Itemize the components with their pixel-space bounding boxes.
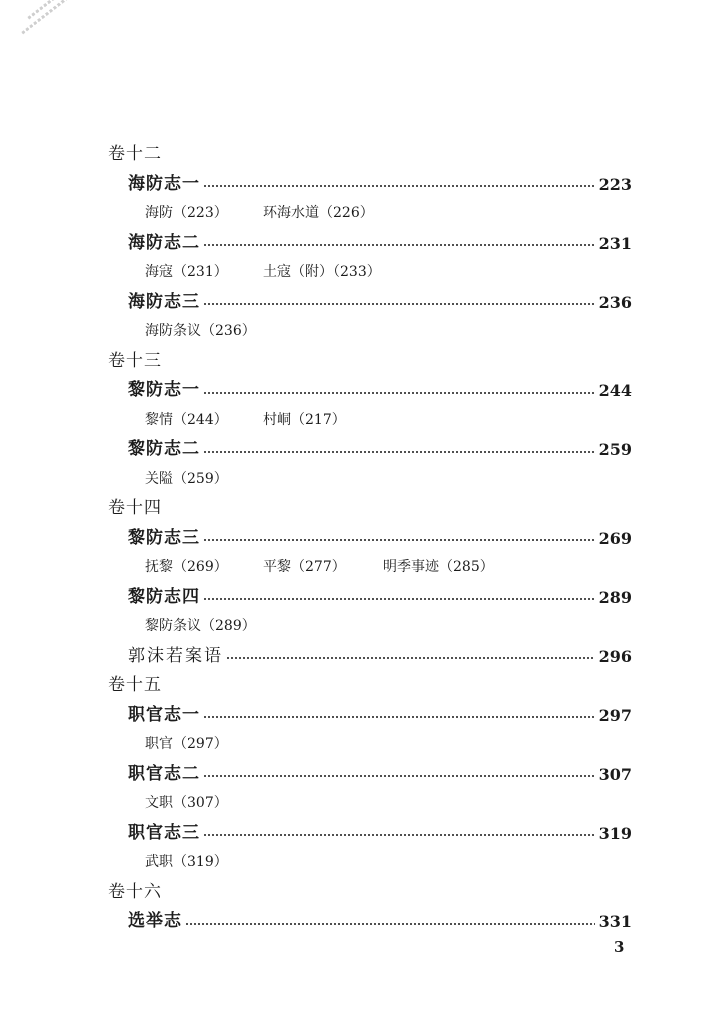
toc-entry <box>128 760 632 790</box>
subsection-item: 海寇（231） <box>145 264 228 280</box>
subsection-item: 平黎（277） <box>263 559 346 575</box>
toc-entry <box>128 376 632 406</box>
leader-dots <box>203 376 595 406</box>
leader-dots <box>185 907 595 937</box>
leader-dots <box>203 288 595 318</box>
subsection-list <box>0 258 724 288</box>
subsection-item: 海防（223） <box>145 205 228 221</box>
subsection-item: 抚黎（269） <box>145 559 228 575</box>
subsection-list <box>0 612 724 642</box>
entry-title: 黎防志一 <box>128 380 200 400</box>
toc-entry <box>128 907 632 937</box>
entry-title: 郭沫若案语 <box>128 645 223 666</box>
toc-entry <box>128 524 632 554</box>
toc-entry <box>128 229 632 259</box>
subsection-list <box>0 406 724 436</box>
entry-title: 职官志一 <box>128 704 200 725</box>
toc-entry <box>128 819 632 849</box>
subsection-item: 环海水道（226） <box>263 205 374 221</box>
volume-heading: 卷十三 <box>108 350 162 371</box>
toc-entry <box>128 288 632 318</box>
leader-dots <box>203 819 595 849</box>
subsection-list <box>0 553 724 583</box>
entry-title: 选举志 <box>128 911 182 931</box>
entry-page-number: 231 <box>598 233 632 253</box>
entry-title: 海防志二 <box>128 232 200 253</box>
leader-dots <box>203 435 595 465</box>
subsection-item: 职官（297） <box>145 736 228 752</box>
entry-page-number: 244 <box>598 381 632 400</box>
toc-entry <box>128 170 632 200</box>
entry-title: 黎防志三 <box>128 527 200 548</box>
leader-dots <box>203 170 595 200</box>
entry-page-number: 297 <box>598 705 632 725</box>
subsection-list <box>0 848 724 878</box>
toc-entry <box>128 583 632 613</box>
subsection-item: 村峒（217） <box>263 411 346 428</box>
table-of-contents <box>0 140 724 937</box>
toc-entry <box>128 435 632 465</box>
subsection-list <box>0 465 724 495</box>
toc-note-entry <box>128 642 632 672</box>
subsection-list <box>0 199 724 229</box>
entry-title: 黎防志二 <box>128 439 200 459</box>
subsection-item: 黎防条议（289） <box>145 618 256 634</box>
entry-page-number: 331 <box>598 912 632 931</box>
subsection-list <box>0 317 724 347</box>
volume-heading: 卷十六 <box>108 881 162 902</box>
entry-page-number: 289 <box>598 587 632 607</box>
entry-title: 海防志三 <box>128 291 200 312</box>
volume-heading: 卷十五 <box>108 675 162 695</box>
subsection-item: 文职（307） <box>145 795 228 811</box>
leader-dots <box>203 229 595 259</box>
entry-page-number: 319 <box>598 823 632 843</box>
entry-page-number: 296 <box>598 646 632 666</box>
entry-page-number: 269 <box>598 528 632 548</box>
entry-page-number: 307 <box>598 764 632 784</box>
leader-dots <box>203 583 595 613</box>
subsection-list <box>0 730 724 760</box>
page-number: 3 <box>614 938 625 956</box>
toc-entry <box>128 701 632 731</box>
entry-title: 职官志二 <box>128 763 200 784</box>
volume-heading: 卷十四 <box>108 498 162 518</box>
subsection-item: 黎情（244） <box>145 411 228 428</box>
entry-title: 黎防志四 <box>128 586 200 607</box>
entry-page-number: 236 <box>598 292 632 312</box>
volume-heading: 卷十二 <box>108 144 162 164</box>
subsection-item: 海防条议（236） <box>145 323 256 339</box>
subsection-list <box>0 789 724 819</box>
leader-dots <box>203 760 595 790</box>
subsection-item: 关隘（259） <box>145 470 228 487</box>
leader-dots <box>203 524 595 554</box>
leader-dots <box>226 642 595 672</box>
subsection-item: 明季事迹（285） <box>383 559 494 575</box>
subsection-item: 武职（319） <box>145 854 228 870</box>
entry-title: 职官志三 <box>128 822 200 843</box>
leader-dots <box>203 701 595 731</box>
entry-page-number: 223 <box>598 174 632 194</box>
entry-page-number: 259 <box>598 440 632 459</box>
entry-title: 海防志一 <box>128 173 200 194</box>
watermark-stamp <box>4 0 66 27</box>
subsection-item: 土寇（附）（233） <box>263 264 381 280</box>
